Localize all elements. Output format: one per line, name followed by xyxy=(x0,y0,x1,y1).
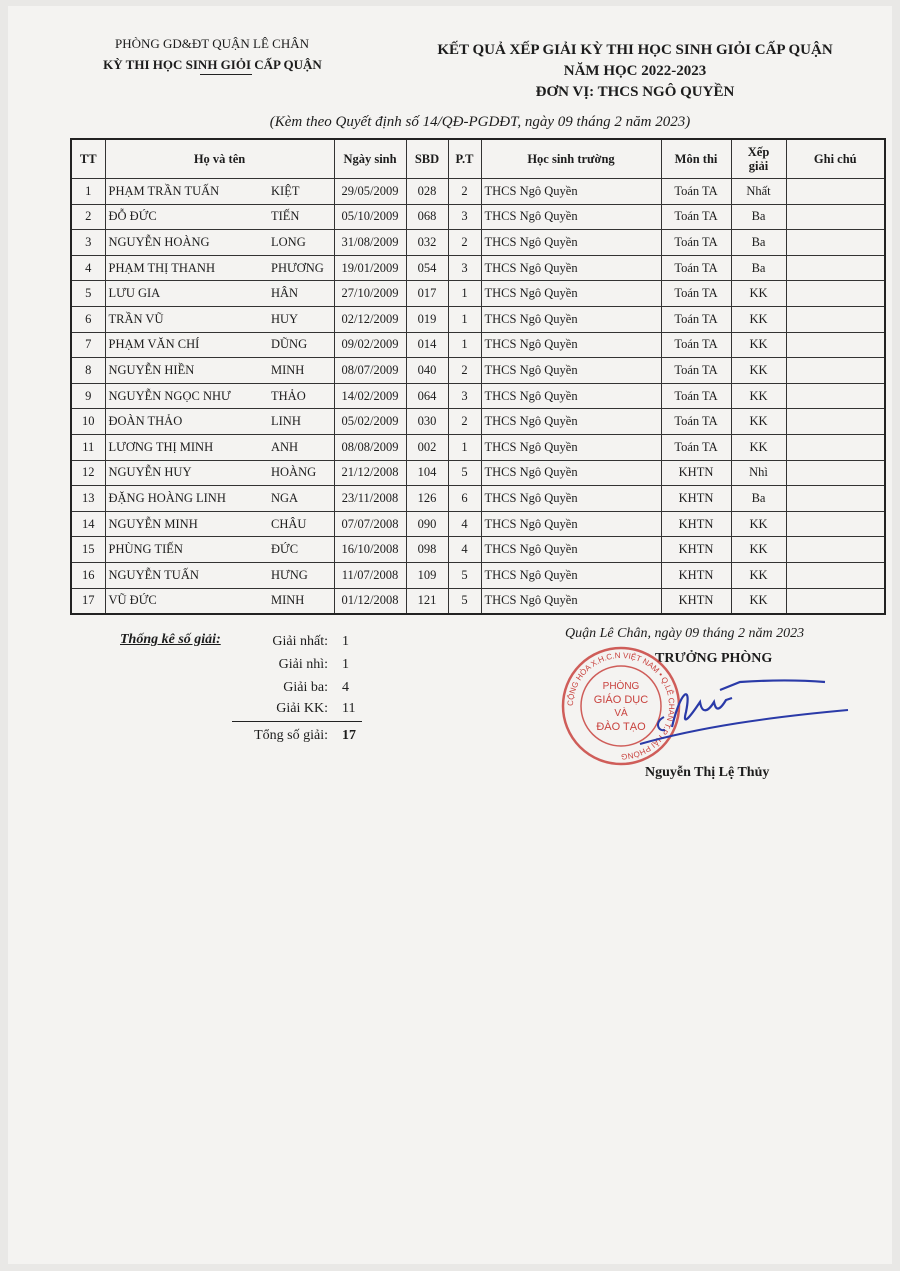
subject-cell: KHTN xyxy=(661,588,731,614)
third-prize-label: Giải ba: xyxy=(283,680,328,695)
table-row xyxy=(71,460,885,486)
note-cell xyxy=(786,588,885,614)
table-body xyxy=(71,179,885,615)
school-cell: THCS Ngô Quyền xyxy=(481,230,661,256)
note-cell xyxy=(786,281,885,307)
award-cell: Ba xyxy=(731,230,786,256)
kk-prize-count: 11 xyxy=(342,701,356,716)
note-cell xyxy=(786,383,885,409)
signer-name: Nguyễn Thị Lệ Thủy xyxy=(645,765,770,780)
given-name-cell: THẢO xyxy=(271,383,334,409)
table-row xyxy=(71,179,885,205)
row-number-cell: 13 xyxy=(71,486,105,512)
exam-room-cell: 2 xyxy=(448,230,481,256)
note-cell xyxy=(786,358,885,384)
surname-cell: LƯU GIA xyxy=(105,281,271,307)
row-number-cell: 11 xyxy=(71,434,105,460)
subject-cell: KHTN xyxy=(661,511,731,537)
handwritten-signature xyxy=(620,672,850,752)
table-row xyxy=(71,358,885,384)
subject-cell: KHTN xyxy=(661,562,731,588)
results-table xyxy=(70,138,886,615)
school-cell: THCS Ngô Quyền xyxy=(481,383,661,409)
school-year: NĂM HỌC 2022-2023 xyxy=(563,63,707,79)
table-row xyxy=(71,230,885,256)
birth-date-cell: 27/10/2009 xyxy=(334,281,406,307)
second-prize-label: Giải nhì: xyxy=(278,657,328,672)
school-cell: THCS Ngô Quyền xyxy=(481,358,661,384)
award-cell: KK xyxy=(731,358,786,384)
total-prize-count: 17 xyxy=(342,728,356,743)
exam-room-cell: 4 xyxy=(448,511,481,537)
surname-cell: NGUYỄN HOÀNG xyxy=(105,230,271,256)
table-row xyxy=(71,409,885,435)
given-name-cell: KIỆT xyxy=(271,179,334,205)
birth-date-cell: 01/12/2008 xyxy=(334,588,406,614)
given-name-cell: ĐỨC xyxy=(271,537,334,563)
subject-cell: Toán TA xyxy=(661,230,731,256)
candidate-number-cell: 054 xyxy=(406,255,448,281)
note-cell xyxy=(786,460,885,486)
first-prize-label: Giải nhất: xyxy=(272,634,328,649)
third-prize-count: 4 xyxy=(342,680,349,695)
subject-cell: Toán TA xyxy=(661,281,731,307)
birth-date-cell: 31/08/2009 xyxy=(334,230,406,256)
row-number-cell: 5 xyxy=(71,281,105,307)
award-cell: KK xyxy=(731,306,786,332)
school-cell: THCS Ngô Quyền xyxy=(481,179,661,205)
given-name-cell: MINH xyxy=(271,358,334,384)
award-cell: Ba xyxy=(731,255,786,281)
school-cell: THCS Ngô Quyền xyxy=(481,332,661,358)
subject-cell: KHTN xyxy=(661,537,731,563)
exam-room-cell: 5 xyxy=(448,562,481,588)
school-cell: THCS Ngô Quyền xyxy=(481,562,661,588)
given-name-cell: ANH xyxy=(271,434,334,460)
candidate-number-cell: 014 xyxy=(406,332,448,358)
candidate-number-cell: 098 xyxy=(406,537,448,563)
surname-cell: ĐOÀN THẢO xyxy=(105,409,271,435)
school-cell: THCS Ngô Quyền xyxy=(481,588,661,614)
first-prize-count: 1 xyxy=(342,634,349,649)
column-header: TT xyxy=(71,139,105,179)
document-title: KẾT QUẢ XẾP GIẢI KỲ THI HỌC SINH GIỎI CẤP QUẬN xyxy=(437,42,833,58)
candidate-number-cell: 126 xyxy=(406,486,448,512)
given-name-cell: HƯNG xyxy=(271,562,334,588)
surname-cell: PHÙNG TIẾN xyxy=(105,537,271,563)
exam-room-cell: 1 xyxy=(448,281,481,307)
given-name-cell: TIẾN xyxy=(271,204,334,230)
surname-cell: ĐỖ ĐỨC xyxy=(105,204,271,230)
given-name-cell: CHÂU xyxy=(271,511,334,537)
candidate-number-cell: 028 xyxy=(406,179,448,205)
birth-date-cell: 09/02/2009 xyxy=(334,332,406,358)
signer-role: TRƯỞNG PHÒNG xyxy=(655,651,773,666)
given-name-cell: DŨNG xyxy=(271,332,334,358)
candidate-number-cell: 068 xyxy=(406,204,448,230)
note-cell xyxy=(786,562,885,588)
birth-date-cell: 08/08/2009 xyxy=(334,434,406,460)
note-cell xyxy=(786,179,885,205)
subject-cell: Toán TA xyxy=(661,255,731,281)
candidate-number-cell: 032 xyxy=(406,230,448,256)
surname-cell: NGUYỄN MINH xyxy=(105,511,271,537)
school-cell: THCS Ngô Quyền xyxy=(481,434,661,460)
award-cell: Nhì xyxy=(731,460,786,486)
award-cell: KK xyxy=(731,281,786,307)
given-name-cell: HÂN xyxy=(271,281,334,307)
table-row xyxy=(71,588,885,614)
subject-cell: Toán TA xyxy=(661,179,731,205)
note-cell xyxy=(786,306,885,332)
subject-cell: Toán TA xyxy=(661,306,731,332)
table-row xyxy=(71,562,885,588)
subject-cell: Toán TA xyxy=(661,434,731,460)
candidate-number-cell: 109 xyxy=(406,562,448,588)
surname-cell: PHẠM THỊ THANH xyxy=(105,255,271,281)
award-cell: KK xyxy=(731,562,786,588)
school-cell: THCS Ngô Quyền xyxy=(481,409,661,435)
note-cell xyxy=(786,537,885,563)
birth-date-cell: 23/11/2008 xyxy=(334,486,406,512)
exam-room-cell: 5 xyxy=(448,460,481,486)
award-cell: Ba xyxy=(731,486,786,512)
row-number-cell: 14 xyxy=(71,511,105,537)
table-row xyxy=(71,486,885,512)
column-header: Học sinh trường xyxy=(481,139,661,179)
candidate-number-cell: 064 xyxy=(406,383,448,409)
column-header: Ngày sinh xyxy=(334,139,406,179)
surname-cell: PHẠM VĂN CHÍ xyxy=(105,332,271,358)
surname-cell: VŨ ĐỨC xyxy=(105,588,271,614)
column-header: P.T xyxy=(448,139,481,179)
exam-name: KỲ THI HỌC SINH GIỎI CẤP QUẬN xyxy=(103,57,322,72)
table-row xyxy=(71,281,885,307)
decision-reference: (Kèm theo Quyết định số 14/QĐ-PGDĐT, ngày 09 tháng 2 năm 2023) xyxy=(269,114,691,130)
birth-date-cell: 05/10/2009 xyxy=(334,204,406,230)
row-number-cell: 4 xyxy=(71,255,105,281)
surname-cell: TRẦN VŨ xyxy=(105,306,271,332)
table-row xyxy=(71,204,885,230)
note-cell xyxy=(786,255,885,281)
given-name-cell: HUY xyxy=(271,306,334,332)
column-header: Môn thi xyxy=(661,139,731,179)
award-cell: Nhất xyxy=(731,179,786,205)
note-cell xyxy=(786,511,885,537)
candidate-number-cell: 121 xyxy=(406,588,448,614)
svg-text:PHÒNG: PHÒNG xyxy=(602,681,640,692)
candidate-number-cell: 002 xyxy=(406,434,448,460)
school-cell: THCS Ngô Quyền xyxy=(481,255,661,281)
school-cell: THCS Ngô Quyền xyxy=(481,281,661,307)
school-cell: THCS Ngô Quyền xyxy=(481,511,661,537)
row-number-cell: 3 xyxy=(71,230,105,256)
subject-cell: Toán TA xyxy=(661,409,731,435)
surname-cell: LƯƠNG THỊ MINH xyxy=(105,434,271,460)
birth-date-cell: 11/07/2008 xyxy=(334,562,406,588)
school-cell: THCS Ngô Quyền xyxy=(481,537,661,563)
candidate-number-cell: 030 xyxy=(406,409,448,435)
award-cell: KK xyxy=(731,332,786,358)
given-name-cell: HOÀNG xyxy=(271,460,334,486)
row-number-cell: 12 xyxy=(71,460,105,486)
table-row xyxy=(71,306,885,332)
school-cell: THCS Ngô Quyền xyxy=(481,306,661,332)
row-number-cell: 7 xyxy=(71,332,105,358)
exam-room-cell: 2 xyxy=(448,358,481,384)
note-cell xyxy=(786,332,885,358)
note-cell xyxy=(786,204,885,230)
award-cell: KK xyxy=(731,409,786,435)
award-cell: KK xyxy=(731,511,786,537)
given-name-cell: PHƯƠNG xyxy=(271,255,334,281)
exam-room-cell: 1 xyxy=(448,434,481,460)
award-cell: KK xyxy=(731,434,786,460)
row-number-cell: 17 xyxy=(71,588,105,614)
candidate-number-cell: 019 xyxy=(406,306,448,332)
birth-date-cell: 02/12/2009 xyxy=(334,306,406,332)
note-cell xyxy=(786,409,885,435)
birth-date-cell: 05/02/2009 xyxy=(334,409,406,435)
candidate-number-cell: 040 xyxy=(406,358,448,384)
table-row xyxy=(71,255,885,281)
stats-divider xyxy=(232,721,362,722)
subject-cell: KHTN xyxy=(661,460,731,486)
table-row xyxy=(71,383,885,409)
given-name-cell: LONG xyxy=(271,230,334,256)
exam-room-cell: 3 xyxy=(448,204,481,230)
row-number-cell: 9 xyxy=(71,383,105,409)
second-prize-count: 1 xyxy=(342,657,349,672)
row-number-cell: 6 xyxy=(71,306,105,332)
table-header-row xyxy=(71,139,885,179)
svg-text:VÀ: VÀ xyxy=(614,708,628,719)
surname-cell: PHẠM TRẦN TUẤN xyxy=(105,179,271,205)
table-row xyxy=(71,434,885,460)
subject-cell: Toán TA xyxy=(661,383,731,409)
department-name: PHÒNG GD&ĐT QUẬN LÊ CHÂN xyxy=(114,36,310,51)
exam-room-cell: 5 xyxy=(448,588,481,614)
birth-date-cell: 07/07/2008 xyxy=(334,511,406,537)
given-name-cell: NGA xyxy=(271,486,334,512)
given-name-cell: LINH xyxy=(271,409,334,435)
award-cell: KK xyxy=(731,537,786,563)
kk-prize-label: Giải KK: xyxy=(276,701,328,716)
birth-date-cell: 16/10/2008 xyxy=(334,537,406,563)
birth-date-cell: 29/05/2009 xyxy=(334,179,406,205)
exam-room-cell: 6 xyxy=(448,486,481,512)
exam-room-cell: 4 xyxy=(448,537,481,563)
subject-cell: Toán TA xyxy=(661,332,731,358)
exam-room-cell: 1 xyxy=(448,306,481,332)
award-cell: KK xyxy=(731,588,786,614)
exam-room-cell: 3 xyxy=(448,255,481,281)
given-name-cell: MINH xyxy=(271,588,334,614)
surname-cell: NGUYỄN NGỌC NHƯ xyxy=(105,383,271,409)
candidate-number-cell: 104 xyxy=(406,460,448,486)
column-header: Họ và tên xyxy=(105,139,334,179)
table-row xyxy=(71,332,885,358)
note-cell xyxy=(786,486,885,512)
column-header: Ghi chú xyxy=(786,139,885,179)
school-cell: THCS Ngô Quyền xyxy=(481,460,661,486)
note-cell xyxy=(786,230,885,256)
award-cell: KK xyxy=(731,383,786,409)
surname-cell: NGUYỄN HIỀN xyxy=(105,358,271,384)
subject-cell: KHTN xyxy=(661,486,731,512)
school-cell: THCS Ngô Quyền xyxy=(481,204,661,230)
row-number-cell: 15 xyxy=(71,537,105,563)
place-date: Quận Lê Chân, ngày 09 tháng 2 năm 2023 xyxy=(565,626,805,641)
subject-cell: Toán TA xyxy=(661,204,731,230)
exam-room-cell: 1 xyxy=(448,332,481,358)
candidate-number-cell: 017 xyxy=(406,281,448,307)
stats-label: Thống kê số giải: xyxy=(120,632,221,647)
exam-room-cell: 3 xyxy=(448,383,481,409)
surname-cell: ĐẶNG HOÀNG LINH xyxy=(105,486,271,512)
award-cell: Ba xyxy=(731,204,786,230)
subject-cell: Toán TA xyxy=(661,358,731,384)
exam-room-cell: 2 xyxy=(448,409,481,435)
candidate-number-cell: 090 xyxy=(406,511,448,537)
table-row xyxy=(71,511,885,537)
surname-cell: NGUYỄN TUẤN xyxy=(105,562,271,588)
note-cell xyxy=(786,434,885,460)
column-header: Xếp giải xyxy=(731,139,786,179)
table-row xyxy=(71,537,885,563)
row-number-cell: 8 xyxy=(71,358,105,384)
birth-date-cell: 21/12/2008 xyxy=(334,460,406,486)
column-header: SBD xyxy=(406,139,448,179)
surname-cell: NGUYỄN HUY xyxy=(105,460,271,486)
birth-date-cell: 08/07/2009 xyxy=(334,358,406,384)
school-cell: THCS Ngô Quyền xyxy=(481,486,661,512)
birth-date-cell: 19/01/2009 xyxy=(334,255,406,281)
row-number-cell: 1 xyxy=(71,179,105,205)
row-number-cell: 2 xyxy=(71,204,105,230)
row-number-cell: 10 xyxy=(71,409,105,435)
birth-date-cell: 14/02/2009 xyxy=(334,383,406,409)
underline-divider xyxy=(200,74,252,75)
unit-name: ĐƠN VỊ: THCS NGÔ QUYỀN xyxy=(535,84,735,100)
svg-text:GIÁO DỤC: GIÁO DỤC xyxy=(593,694,649,706)
svg-text:ĐÀO TẠO: ĐÀO TẠO xyxy=(596,721,646,733)
row-number-cell: 16 xyxy=(71,562,105,588)
exam-room-cell: 2 xyxy=(448,179,481,205)
stamp-ring-text: CỘNG HÒA X.H.C.N VIỆT NAM • Q.LÊ CHÂN T.P HẢI PHÒNG xyxy=(565,650,677,762)
total-prize-label: Tổng số giải: xyxy=(254,728,328,743)
